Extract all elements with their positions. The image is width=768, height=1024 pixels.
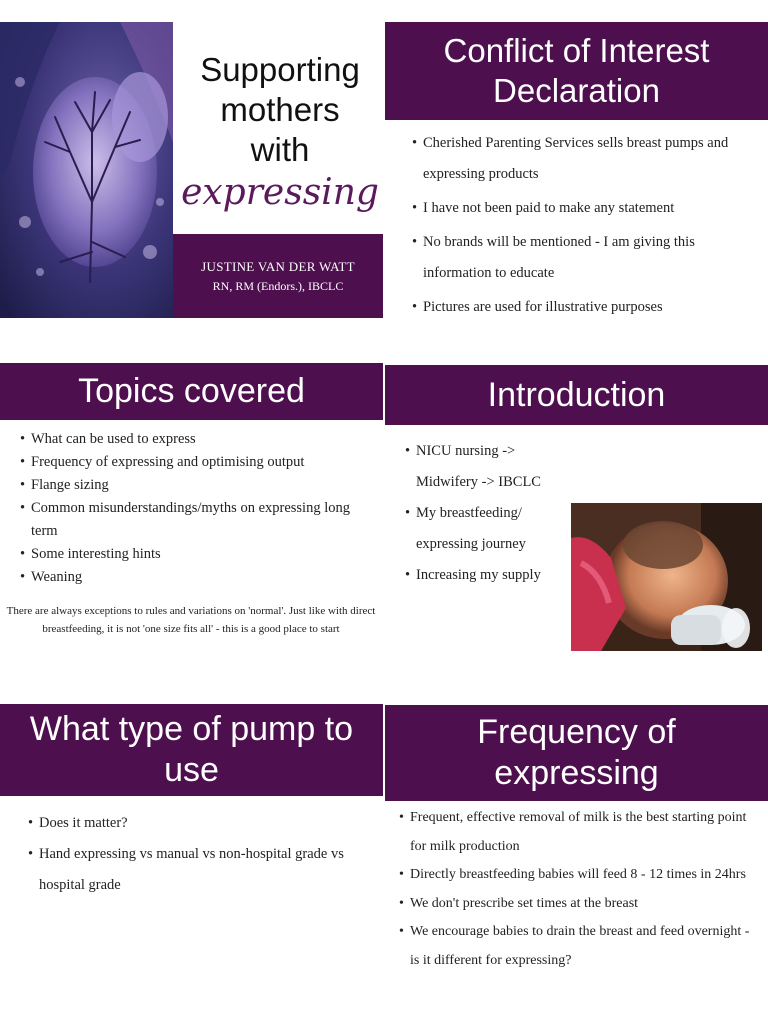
title-script-word: expressing [181,172,379,213]
list-item: • Pictures are used for illustrative purposes [412,292,760,323]
topics-bullet-list [20,428,380,589]
list-item: • My breastfeeding/ expressing journey [405,498,570,560]
slide-title-introduction [385,365,768,425]
list-item: • Common misunderstandings/myths on expressing long term [20,497,380,543]
baby-pumping-photo [571,503,762,651]
slide-title-text: Frequency of expressing [477,713,676,792]
list-item: • We encourage babies to drain the breast and feed overnight - is it different for expressing? [399,918,759,975]
slide-title-text: What type of pump to use [29,710,354,789]
slide-title-text: Topics covered [78,372,305,411]
slide-title-pump-type [0,704,383,796]
slide-title-frequency [385,705,768,801]
author-credentials: RN, RM (Endors.), IBCLC [212,278,344,293]
slide-title-coi [385,22,768,120]
presentation-title [180,50,380,213]
list-item: • Frequency of expressing and optimising output [20,451,380,474]
list-item: • Directly breastfeeding babies will feed 8 - 12 times in 24hrs [399,861,759,890]
slide-title-topics [0,363,383,420]
coi-bullet-list [412,128,760,326]
list-item: • Does it matter? [28,808,358,839]
slide-title-text: Introduction [487,375,666,414]
list-item: • We don't prescribe set times at the breast [399,890,759,919]
list-item: • Hand expressing vs manual vs non-hospital grade vs hospital grade [28,839,358,901]
list-item: • Increasing my supply [405,560,570,591]
list-item: • Cherished Parenting Services sells breast pumps and expressing products [412,128,760,190]
cover-artwork [0,22,173,318]
title-line: mothers [220,91,340,128]
list-item: • Flange sizing [20,474,380,497]
author-banner [173,234,383,318]
list-item: • No brands will be mentioned - I am giving this information to educate [412,227,760,289]
list-item: • Weaning [20,566,380,589]
slide-title-text: Conflict of Interest Declaration [443,32,710,109]
list-item: • I have not been paid to make any statement [412,193,760,224]
list-item: • What can be used to express [20,428,380,451]
list-item: • NICU nursing -> Midwifery -> IBCLC [405,436,570,498]
topics-footnote: There are always exceptions to rules and variations on 'normal'. Just like with direct breastfeeding, it is not 'one size fits all' - this is a good place to start [6,605,376,635]
pump-bullet-list [28,808,358,901]
author-name: JUSTINE VAN DER WATT [201,259,355,274]
title-line: Supporting [200,51,360,88]
intro-bullet-list [405,436,570,591]
list-item: • Frequent, effective removal of milk is the best starting point for milk production [399,804,759,861]
frequency-bullet-list [399,804,759,975]
title-line: with [250,131,310,168]
list-item: • Some interesting hints [20,543,380,566]
